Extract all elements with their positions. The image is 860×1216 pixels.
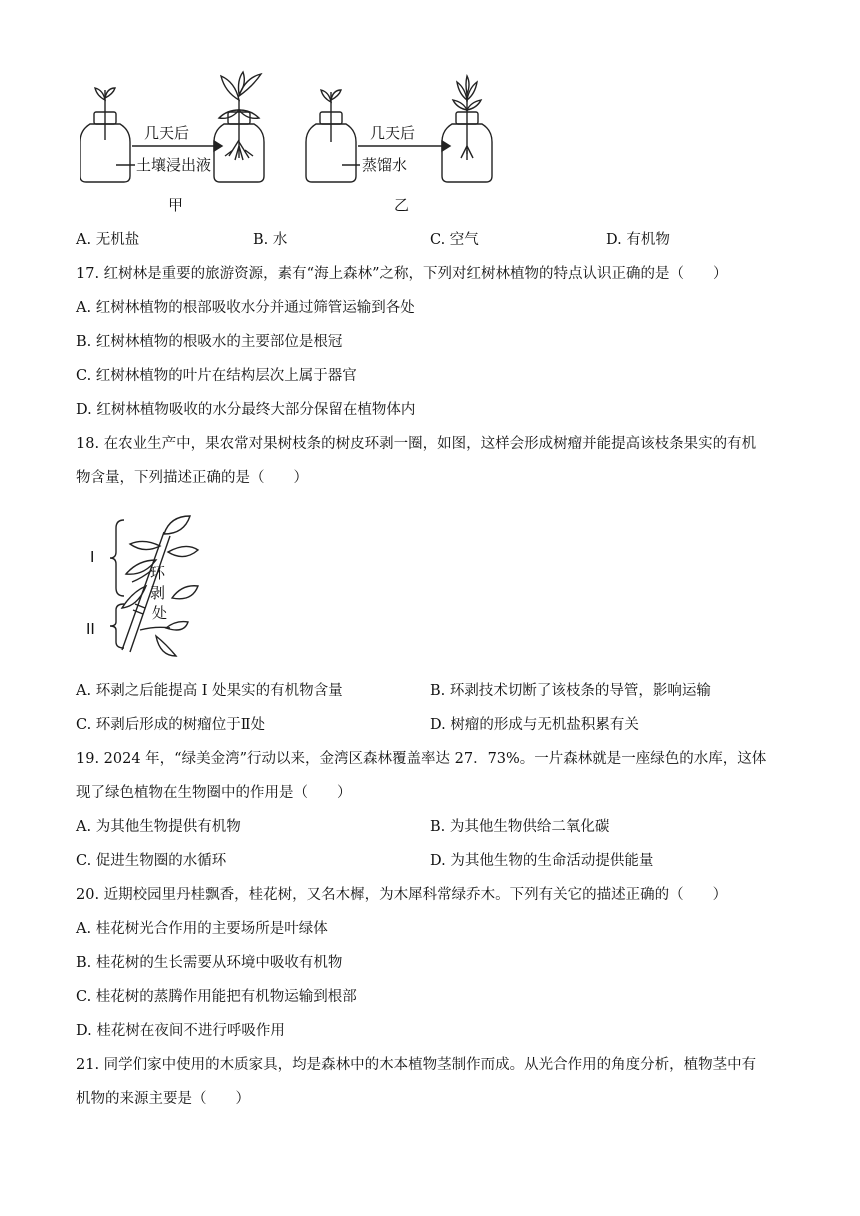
q17-option-b: B. 红树林植物的根吸水的主要部位是根冠: [76, 334, 343, 350]
jar-yi-before: [306, 90, 356, 182]
jia-liquid-label: 土壤浸出液: [136, 156, 212, 174]
jia-caption: 甲: [168, 196, 184, 214]
q17-stem: 17. 红树林是重要的旅游资源，素有“海上森林”之称，下列对红树林植物的特点认识正确的是（ ）: [76, 266, 728, 282]
jar-jia-after: [214, 72, 264, 182]
q18-option-c: C. 环剥后形成的树瘤位于Ⅱ处: [76, 717, 266, 733]
label-upper: I: [90, 548, 95, 566]
ring-char-1: 环: [150, 564, 166, 582]
q19-option-b: B. 为其他生物供给二氧化碳: [430, 819, 610, 835]
q16-option-a: A. 无机盐: [76, 232, 140, 248]
q19-option-d: D. 为其他生物的生命活动提供能量: [430, 853, 654, 869]
q19-stem-line2: 现了绿色植物在生物圈中的作用是（ ）: [76, 785, 352, 801]
branch-figure: [80, 512, 210, 662]
yi-arrow-label: 几天后: [370, 124, 416, 142]
q18-stem-line1: 18. 在农业生产中，果农常对果树枝条的树皮环剥一圈，如图，这样会形成树瘤并能提高该枝条果实的有机: [76, 436, 757, 452]
q21-stem-line1: 21. 同学们家中使用的木质家具，均是森林中的木本植物茎制作而成。从光合作用的角度分析，植物茎中有: [76, 1057, 757, 1073]
q18-option-d: D. 树瘤的形成与无机盐积累有关: [430, 717, 639, 733]
yi-caption: 乙: [394, 196, 410, 214]
q17-option-a: A. 红树林植物的根部吸收水分并通过筛管运输到各处: [76, 300, 415, 316]
q17-option-c: C. 红树林植物的叶片在结构层次上属于器官: [76, 368, 357, 384]
ring-char-2: 剥: [150, 584, 166, 602]
jar-jia-before: [80, 88, 130, 182]
experiment-figure: [80, 70, 520, 220]
q20-option-b: B. 桂花树的生长需要从环境中吸收有机物: [76, 955, 343, 971]
q19-stem-line1: 19. 2024 年，“绿美金湾”行动以来，金湾区森林覆盖率达 27．73%。一片森林就是一座绿色的水库，这体: [76, 751, 767, 767]
q16-option-b: B. 水: [253, 232, 288, 248]
q17-option-d: D. 红树林植物吸收的水分最终大部分保留在植物体内: [76, 402, 416, 418]
q16-option-c: C. 空气: [430, 232, 479, 248]
q20-stem: 20. 近期校园里丹桂飘香，桂花树，又名木樨，为木犀科常绿乔木。下列有关它的描述正确的（ ）: [76, 887, 728, 903]
q20-option-a: A. 桂花树光合作用的主要场所是叶绿体: [76, 921, 328, 937]
label-lower: II: [86, 620, 95, 638]
q19-option-a: A. 为其他生物提供有机物: [76, 819, 241, 835]
q19-option-c: C. 促进生物圈的水循环: [76, 853, 227, 869]
q20-option-d: D. 桂花树在夜间不进行呼吸作用: [76, 1023, 285, 1039]
yi-liquid-label: 蒸馏水: [362, 156, 408, 174]
q16-option-d: D. 有机物: [606, 232, 670, 248]
q18-option-b: B. 环剥技术切断了该枝条的导管，影响运输: [430, 683, 711, 699]
q18-option-a: A. 环剥之后能提高 I 处果实的有机物含量: [76, 683, 343, 699]
jar-yi-after: [442, 76, 492, 182]
jia-arrow-label: 几天后: [144, 124, 190, 142]
q21-stem-line2: 机物的来源主要是（ ）: [76, 1091, 250, 1107]
q18-stem-line2: 物含量，下列描述正确的是（ ）: [76, 470, 308, 486]
q20-option-c: C. 桂花树的蒸腾作用能把有机物运输到根部: [76, 989, 357, 1005]
ring-char-3: 处: [152, 604, 168, 622]
